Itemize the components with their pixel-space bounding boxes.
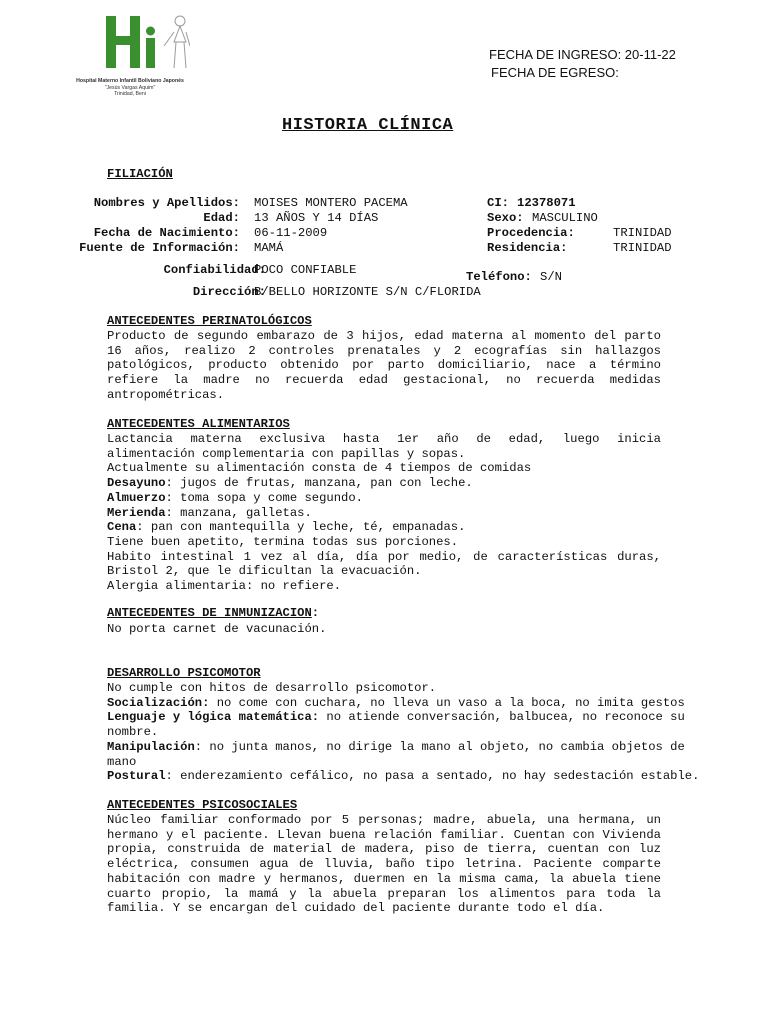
apetito-line: Tiene buen apetito, termina todas sus porciones.	[107, 534, 459, 549]
ci-label: CI:	[487, 196, 509, 210]
inmunizacion-heading-line	[107, 606, 319, 621]
inmunizacion-heading-suffix: :	[311, 606, 320, 620]
edad-value: 13 AÑOS Y 14 DÍAS	[254, 211, 379, 225]
desayuno-line	[107, 476, 661, 491]
fuente-value: MAMÁ	[254, 241, 284, 255]
confiabilidad-label: Confiabilidad:	[163, 263, 266, 277]
confiabilidad-value: POCO CONFIABLE	[254, 263, 357, 277]
alimentarios-intro: Lactancia materna exclusiva hasta 1er año de edad, luego inicia alimentación complementaria con papillas y sopas.	[107, 432, 661, 461]
fnac-label: Fecha de Nacimiento:	[93, 226, 240, 240]
cena-text: : pan con mantequilla y leche, té, empanadas.	[136, 520, 466, 535]
page-title: HISTORIA CLÍNICA	[282, 116, 454, 135]
logo-line-1: Hospital Materno Infantil Boliviano Japonés	[76, 78, 184, 84]
fnac-value: 06-11-2009	[254, 226, 328, 240]
psicosociales-heading: ANTECEDENTES PSICOSOCIALES	[107, 798, 298, 812]
postural-label: Postural	[107, 769, 166, 784]
ci-value: 12378071	[517, 196, 576, 210]
direccion-label: Dirección:	[192, 285, 266, 299]
inmunizacion-text: No porta carnet de vacunación.	[107, 622, 327, 636]
cena-label: Cena	[107, 520, 137, 535]
psicomotor-block	[107, 681, 717, 784]
alimentarios-block	[107, 432, 661, 594]
alimentarios-heading: ANTECEDENTES ALIMENTARIOS	[107, 417, 290, 431]
alimentarios-actual: Actualmente su alimentación consta de 4 tiempos de comidas	[107, 461, 532, 476]
merienda-text: : manzana, galletas.	[165, 505, 312, 520]
desayuno-text: : jugos de frutas, manzana, pan con leche.	[165, 476, 473, 491]
lenguaje-label: Lenguaje y lógica matemática:	[107, 710, 320, 725]
almuerzo-text: : toma sopa y come segundo.	[165, 490, 363, 505]
sexo-label: Sexo:	[487, 211, 524, 225]
direccion-value: B/BELLO HORIZONTE S/N C/FLORIDA	[254, 285, 481, 299]
filiacion-heading: FILIACIÓN	[107, 167, 173, 181]
perinatales-text: Producto de segundo embarazo de 3 hijos, edad materna al momento del parto 16 años, realizo 2 controles prenatales y 2 ecografías sin hallazgos patológicos, producto obtenido por parto domiciliario, nace a término refiere la madre no recuerda edad gestacional, no recuerda medidas antropométricas.	[107, 329, 661, 402]
socializacion-text: no come con cuchara, no lleva un vaso a la boca, no imita gestos	[209, 695, 685, 710]
edad-label: Edad:	[203, 211, 240, 225]
postural-text: : enderezamiento cefálico, no pasa a sentado, no hay sedestación estable.	[165, 769, 700, 784]
fecha-egreso: FECHA DE EGRESO:	[491, 65, 619, 80]
postural-line	[107, 769, 717, 784]
psicomotor-heading: DESARROLLO PSICOMOTOR	[107, 666, 261, 680]
psicosociales-text: Núcleo familiar conformado por 5 personas; madre, abuela, una hermana, un hermano y el paciente. Llevan buena relación familiar. Cuentan con Vivienda propia, construida de material de madera, piso de tierra, cuentan con luz eléctrica, consumen agua de lluvia, baño tipo letrina. Paciente comparte habitación con madre y hermanos, duermen en la misma cama, la abuela tiene cuarto propio, la mamá y la abuela preparan los alimentos para toda la familia. Y se encargan del cuidado del paciente durante todo el día.	[107, 813, 661, 916]
nombres-value: MOISES MONTERO PACEMA	[254, 196, 408, 210]
psicomotor-intro: No cumple con hitos de desarrollo psicomotor.	[107, 681, 437, 695]
inmunizacion-heading: ANTECEDENTES DE INMUNIZACION	[107, 606, 312, 620]
telefono-value: S/N	[540, 270, 562, 284]
almuerzo-label: Almuerzo	[107, 490, 166, 505]
socializacion-label: Socialización:	[107, 695, 210, 710]
procedencia-value: TRINIDAD	[613, 226, 672, 240]
lenguaje-line	[107, 710, 703, 739]
logo-line-3: Trinidad, Beni	[114, 91, 146, 98]
residencia-value: TRINIDAD	[613, 241, 672, 255]
fuente-label: Fuente de Información:	[79, 241, 240, 255]
desayuno-label: Desayuno	[107, 476, 166, 491]
sexo-value: MASCULINO	[532, 211, 598, 225]
lenguaje-text: no atiende conversación, balbucea, no reconoce su nombre.	[107, 710, 685, 740]
fecha-ingreso: FECHA DE INGRESO: 20-11-22	[489, 47, 676, 62]
almuerzo-line	[107, 491, 661, 506]
habito-line: Habito intestinal 1 vez al día, día por medio, de características duras, Bristol 2, que le dificultan la evacuación.	[107, 549, 661, 579]
hospital-logo-icon	[70, 12, 190, 74]
residencia-label: Residencia:	[487, 241, 568, 255]
socializacion-line	[107, 696, 717, 711]
perinatales-heading: ANTECEDENTES PERINATOLÓGICOS	[107, 314, 312, 328]
procedencia-label: Procedencia:	[487, 226, 575, 240]
telefono-label: Teléfono:	[466, 270, 532, 284]
logo-line-2: "Jesús Vargas Aquim"	[104, 84, 156, 91]
manipulacion-text: : no junta manos, no dirige la mano al objeto, no cambia objetos de mano	[107, 739, 685, 769]
hospital-logo	[70, 12, 190, 98]
nombres-label: Nombres y Apellidos:	[93, 196, 240, 210]
manipulacion-label: Manipulación	[107, 739, 195, 754]
merienda-line	[107, 506, 661, 521]
merienda-label: Merienda	[107, 505, 166, 520]
manipulacion-line	[107, 740, 703, 769]
alergia-line: Alergia alimentaria: no refiere.	[107, 579, 342, 594]
cena-line	[107, 520, 661, 535]
